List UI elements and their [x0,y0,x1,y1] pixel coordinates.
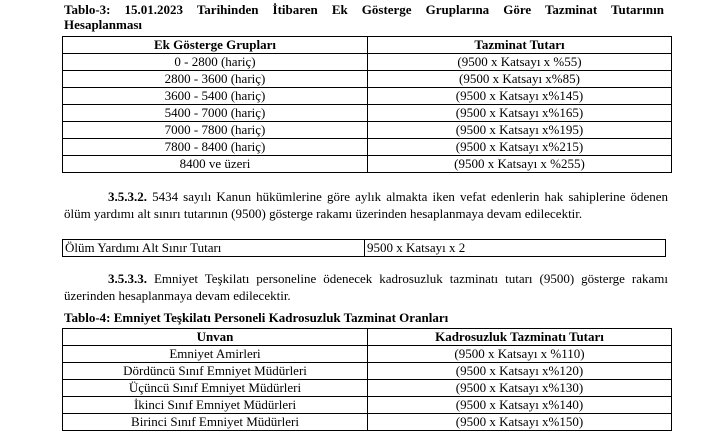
table-row [63,240,666,257]
table-cell: (9500 x Katsayı x%215) [368,139,672,156]
table-cell: (9500 x Katsayı x%150) [368,414,672,431]
table-cell: 8400 ve üzeri [63,156,368,173]
table-cell: (9500 x Katsayı x%120) [368,363,672,380]
section-number: 3.5.3.2. [108,189,147,204]
table-cell: Emniyet Amirleri [63,346,368,363]
table-cell: Dördüncü Sınıf Emniyet Müdürleri [63,363,368,380]
table-cell: Üçüncü Sınıf Emniyet Müdürleri [63,380,368,397]
table-cell: 7000 - 7800 (hariç) [63,122,368,139]
table-cell: 2800 - 3600 (hariç) [63,71,368,88]
table-cell: 7800 - 8400 (hariç) [63,139,368,156]
table-cell: İkinci Sınıf Emniyet Müdürleri [63,397,368,414]
table4-caption: Tablo-4: Emniyet Teşkilatı Personeli Kadrosuzluk Tazminat Oranları [64,310,449,325]
table4 [62,328,672,431]
paragraph-3532 [64,188,668,222]
table-row [63,346,672,363]
table-cell: 5400 - 7000 (hariç) [63,105,368,122]
table-row [63,54,672,71]
column-header-tazminat: Tazminat Tutarı [368,37,672,54]
section-number: 3.5.3.3. [108,271,147,286]
table-row [63,71,672,88]
table3-caption: Tablo-3: 15.01.2023 Tarihinden İtibaren Ek Gösterge Gruplarına Göre Tazminat Tutarının [64,2,664,17]
table-row [63,380,672,397]
table-row [63,122,672,139]
table-row [63,105,672,122]
table-row [63,88,672,105]
table-cell: (9500 x Katsayı x%130) [368,380,672,397]
table-row [63,397,672,414]
table-header-row [63,329,672,346]
table-row [63,139,672,156]
summary-table [62,239,666,257]
table-cell: (9500 x Katsayı x%165) [368,105,672,122]
table3 [62,36,672,173]
table-cell: (9500 x Katsayı x%195) [368,122,672,139]
column-header-unvan: Unvan [63,329,368,346]
table-cell: (9500 x Katsayı x%85) [368,71,672,88]
table-cell: (9500 x Katsayı x%145) [368,88,672,105]
column-header-ek-gosterge: Ek Gösterge Grupları [63,37,368,54]
summary-label: Ölüm Yardımı Alt Sınır Tutarı [63,240,365,257]
table-cell: 0 - 2800 (hariç) [63,54,368,71]
table-cell: 3600 - 5400 (hariç) [63,88,368,105]
table-cell: (9500 x Katsayı x%140) [368,397,672,414]
table3-caption-continued: Hesaplanması [64,17,143,32]
table-cell: Birinci Sınıf Emniyet Müdürleri [63,414,368,431]
summary-value: 9500 x Katsayı x 2 [365,240,666,257]
table-row [63,156,672,173]
paragraph-text: 5434 sayılı Kanun hükümlerine göre aylık almakta iken vefat edenlerin hak sahiplerine ödenen ölüm yardımı alt sınırı tutarının (9500) gösterge rakamı üzerinden hesaplanmaya devam edilecektir. [64,189,668,221]
paragraph-3533 [64,270,668,304]
table-cell: (9500 x Katsayı x %55) [368,54,672,71]
column-header-kadrosuzluk: Kadrosuzluk Tazminatı Tutarı [368,329,672,346]
table-row [63,414,672,431]
paragraph-text: Emniyet Teşkilatı personeline ödenecek kadrosuzluk tazminatı tutarı (9500) gösterge rakamı üzerinden hesaplanmaya devam edilecektir. [64,271,668,303]
table-cell: (9500 x Katsayı x %110) [368,346,672,363]
table-cell: (9500 x Katsayı x %255) [368,156,672,173]
table-header-row [63,37,672,54]
table-row [63,363,672,380]
